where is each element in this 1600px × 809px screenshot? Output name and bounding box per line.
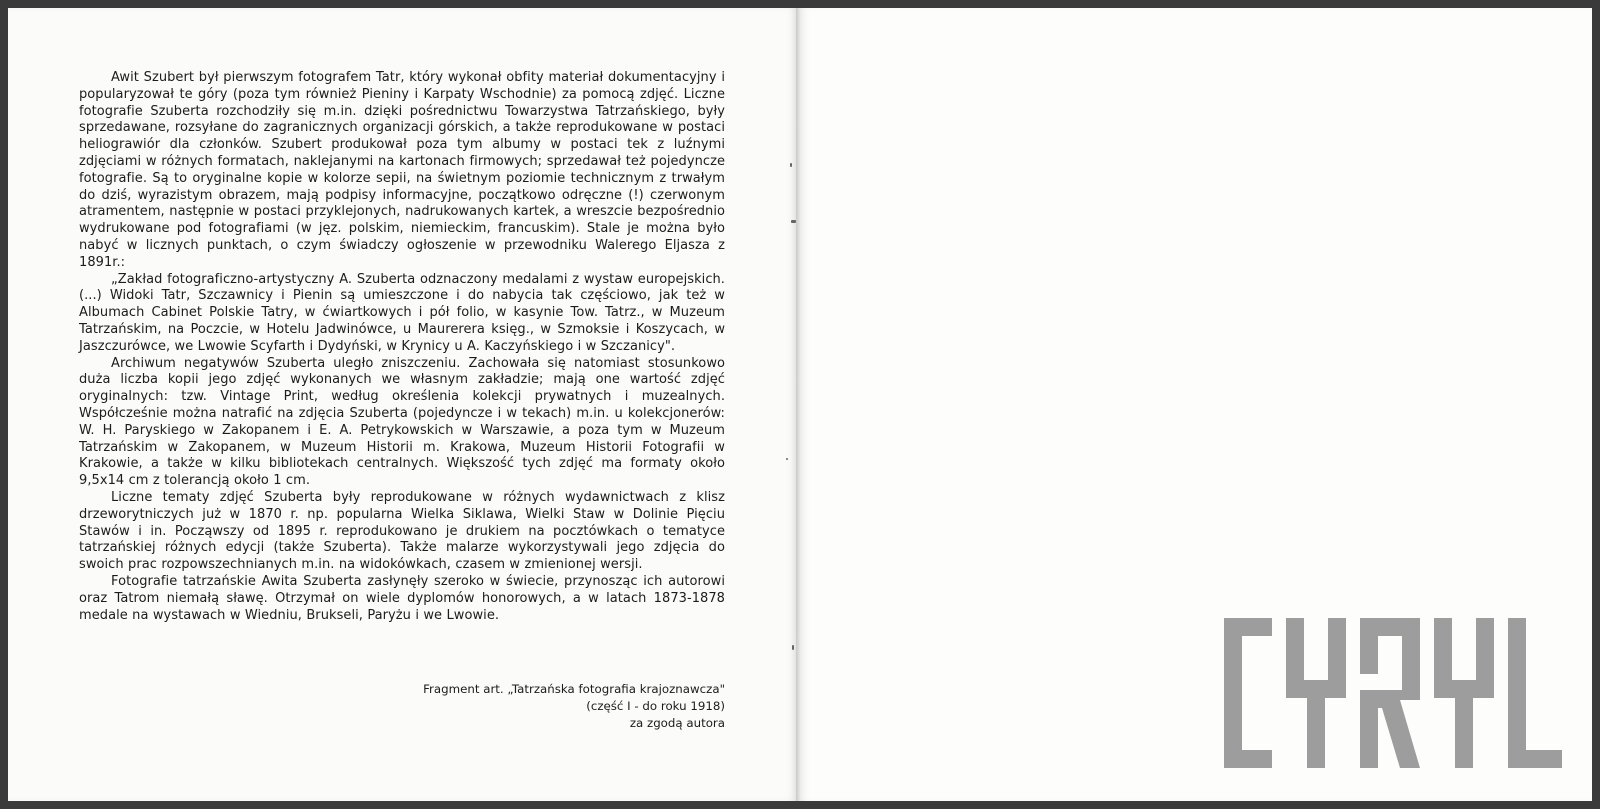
paragraph-quote: „Zakład fotograficzno-artystyczny A. Szuberta odznaczony medalami z wystaw europejskich.(...) Widoki Tatr, Szczawnicy i Pienin są umieszczone i do nabycia tak częściowo, jak też w Albumach Cabinet Polskie Tatry, w ćwiartkowych i pół folio, w kasynie Tow. Tatrz., w Muzeum Tatrzańskim, na Poczcie, w Hotelu Jadwinówce, u Maurerera księg., w Szmoksie i Koszycach, w Jaszczurówce, we Lwowie Scyfarth i Dydyński, w Krynicy u A. Kaczyńskiego i w Szczanicy".: [79, 271, 725, 354]
paragraph: Liczne tematy zdjęć Szuberta były reprodukowane w różnych wydawnictwach z klisz drzeworytniczych już w 1870 r. np. popularna Wielka Siklawa, Wielki Staw w Dolinie Pięciu Stawów i in. Począwszy od 1895 r. reprodukowano je drukiem na pocztówkach o tematyce tatrzańskiej różnych edycji (także Szuberta). Także malarze wykorzystywali jego zdjęcia do swoich prac rozpowszechnianych m.in. na widokówkach, czasem w zmienionej wersji.: [79, 489, 725, 573]
paragraph: Fotografie tatrzańskie Awita Szuberta zasłynęły szeroko w świecie, przynosząc ich autorowi oraz Tatrom niemałą sławę. Otrzymał on wiele dyplomów honorowych, a w latach 1873-1878 medale na wystawach w Wiedniu, Brukseli, Paryżu i we Lwowie.: [79, 573, 725, 623]
paper-speck: [792, 645, 794, 650]
caption-line: Fragment art. „Tatrzańska fotografia krajoznawcza": [423, 682, 725, 696]
cyryl-watermark-logo: [1224, 618, 1562, 768]
left-page: [8, 8, 796, 801]
watermark-letter-y: [1286, 618, 1346, 768]
caption-line: za zgodą autora: [629, 716, 725, 730]
source-caption: [338, 681, 725, 732]
watermark-letter-y: [1434, 618, 1494, 768]
paper-speck: [790, 163, 792, 167]
paragraph: Awit Szubert był pierwszym fotografem Tatr, który wykonał obfity materiał dokumentacyjny i popularyzował te góry (poza tym również Pieniny i Karpaty Wschodnie) za pomocą zdjęć. Liczne fotografie Szuberta rozchodziły się m.in. dzięki pośrednictwu Towarzystwa Tatrzańskiego, były sprzedawane, rozsyłane do zagranicznych organizacji górskich, a także reprodukowane w postaci heliograwiór dla członków. Szubert produkował poza tym albumy w postaci tek z luźnymi zdjęciami w różnych formatach, naklejanymi na kartonach firmowych; sprzedawał też pojedyncze fotografie. Są to oryginalne kopie w kolorze sepii, na świetnym poziomie technicznym z trwałym do dziś, wyrazistym obrazem, mają podpisy informacyjne, początkowo odręczne (!) czerwonym atramentem, następnie w postaci przyklejonych, nadrukowanych kartek, a wreszcie bezpośrednio wydrukowane pod fotografiami (w jęz. polskim, niemieckim, francuskim). Stale je można było nabyć w licznych punktach, o czym świadczy ogłoszenie w przewodniku Walerego Eljasza z 1891r.:: [79, 70, 725, 270]
paper-speck: [791, 220, 796, 223]
paper-speck: [786, 458, 788, 460]
article-body: [79, 70, 725, 624]
caption-line: (część I - do roku 1918): [586, 699, 725, 713]
watermark-letter-r: [1360, 618, 1420, 768]
paragraph: Archiwum negatywów Szuberta uległo zniszczeniu. Zachowała się natomiast stosunkowo duża liczba kopii jego zdjęć wykonanych we własnym zakładzie; mają one wartość zdjęć oryginalnych: tzw. Vintage Print, według określenia kolekcji prywatnych i muzealnych. Współcześnie można natrafić na zdjęcia Szuberta (pojedyncze i w tekach) m.in. u kolekcjonerów: W. H. Paryskiego w Zakopanem i E. A. Petrykowskich w Warszawie, a poza tym w Muzeum Tatrzańskim w Zakopanem, w Muzeum Historii m. Krakowa, Muzeum Historii Fotografii w Krakowie, a także w kilku bibliotekach centralnych. Większość tych zdjęć ma formaty około 9,5x14 cm z tolerancją około 1 cm.: [79, 355, 725, 489]
watermark-letter-l: [1508, 618, 1562, 768]
watermark-letter-c: [1224, 618, 1272, 768]
